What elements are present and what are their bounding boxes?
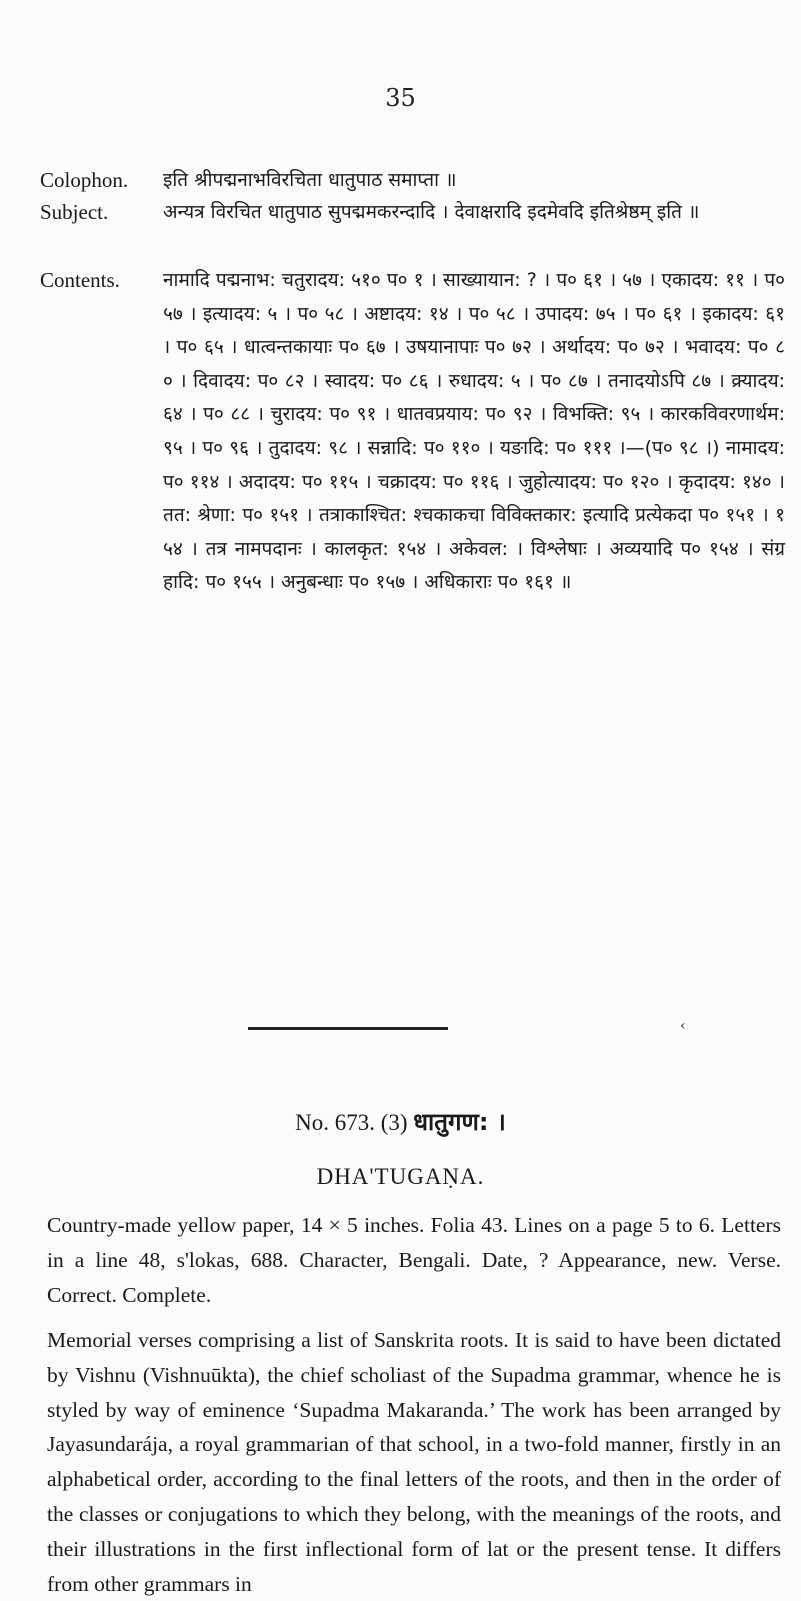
subject-label: Subject. <box>40 200 109 224</box>
record-heading <box>0 1105 801 1138</box>
page-number: 35 <box>385 84 416 112</box>
contents-label: Contents. <box>40 268 120 292</box>
colophon-label: Colophon. <box>40 168 129 192</box>
record-number: No. 673. (3) <box>295 1110 408 1135</box>
summary-paragraph <box>47 1323 781 1601</box>
contents-text: नामादि पद्मनाभ: चतुरादय: ५१० प० १ । साख्यायान: ? । प० ६१ । ५७ । एकादय: ११ । प० ५७ । इत्यादय: ५ । प० ५८ । अष्टादय: १४ । प० ५८ । उपादय: ७५ । प० ६१ । इकादय: ६१ । प० ६५ । धात्वन्तकायाः प० ६७ । उषयानापाः प० ७२ । अर्थादय: प० ७२ । भवादय: प० ८० । दिवादय: प० ८२ । स्वादय: प० ८६ । रुधादय: ५ । प० ८७ । तनादयोऽपि ८७ । क्र्यादय: ६४ । प० ८८ । चुरादय: प० ९१ । धातवप्रयाय: प० ९२ । विभक्ति: ९५ । कारकविवरणार्थम: ९५ । प० ९६ । तुदादय: ९८ । सन्नादि: प० ११० । यङादि: प० १११ ।—(प० ९८ ।) नामादय: प० ११४ । अदादय: प० ११५ । चक्रादय: प० ११६ । जुहोत्यादय: प० १२० । कृदादय: १४० । तत: श्रेणा: प० १५१ । तत्राकाश्चित: श्चकाकचा विविक्तकार: इत्यादि प्रत्येकदा प० १५१ । १५४ । तत्र नामपदानः । कालकृत: १५४ । अकेवल: । विश्लेषाः । अव्ययादि प० १५४ । संग्रहादि: प० १५५ । अनुबन्धाः प० १५७ । अधिकाराः प० १६१ ॥ <box>163 269 785 594</box>
paragraph-text: Memorial verses comprising a list of Sanskrita roots. It is said to have been dictated by Vishnu (Vishnuūkta), the chief scholiast of the Supadma grammar, whence he is styled by way of eminence ‘Supadma Makaranda.’ The work has been arranged by Jayasundarája, a royal grammarian of that school, in a two-fold manner, firstly in an alphabetical order, according to the final letters of the roots, and then in the order of the classes or conjugations to which they belong, with the meanings of the roots, and their illustrations in the first inflectional form of lat or the present tense. It differs from other grammars in <box>47 1328 781 1596</box>
subject-text: अन्यत्र विरचित धातुपाठ सुपद्ममकरन्दादि । देवाक्षरादि इदमेवदि इतिश्रेष्ठम् इति ॥ <box>163 201 700 223</box>
description-paragraph <box>47 1208 781 1312</box>
record-number-devanagari: धातुगण: । <box>413 1108 506 1136</box>
colophon-text: इति श्रीपद्मनाभविरचिता धातुपाठ समाप्ता ॥ <box>163 169 457 191</box>
paragraph-text: Country-made yellow paper, 14 × 5 inches. Folia 43. Lines on a page 5 to 6. Letters in a line 48, s'lokas, 688. Character, Bengali. Date, ? Appearance, new. Verse. Correct. Complete. <box>47 1213 781 1307</box>
divider-mark: ‹ <box>680 1018 686 1034</box>
work-title: DHA'TUGAṆA. <box>316 1164 485 1189</box>
section-divider <box>248 1027 448 1030</box>
